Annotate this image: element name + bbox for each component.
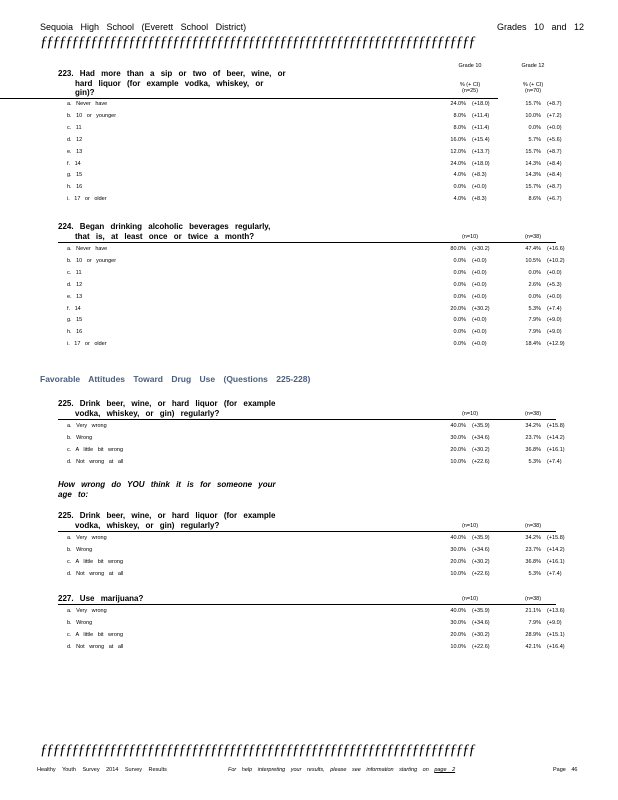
grade12-percent: 21.1%	[525, 608, 541, 614]
question-title: 223. Had more than a sip or two of beer, wine, or hard liquor (for example vodka, whiskey, or gin)?	[58, 69, 286, 97]
grade12-ci: (+16.6)	[547, 246, 565, 252]
footer-survey-name: Healthy Youth Survey 2014 Survey Results	[37, 767, 167, 773]
grade12-n: (n=38)	[524, 411, 542, 417]
grade12-percent: 5.3%	[528, 570, 541, 577]
answer-label: b. Wrong	[67, 619, 93, 626]
grade12-ci: (+15.8)	[547, 423, 565, 429]
table-row	[58, 303, 562, 315]
table-row	[58, 122, 562, 134]
grade10-ci: (+35.9)	[472, 535, 490, 541]
answer-label: a. Very wrong	[67, 608, 107, 614]
grade12-percent: 10.0%	[525, 112, 541, 119]
grade12-percent: 7.9%	[528, 317, 541, 324]
grade12-ci: (+8.4)	[547, 172, 562, 179]
table-row	[58, 255, 565, 267]
grade10-ci: (+35.9)	[472, 423, 490, 429]
grade10-ci: (+35.9)	[472, 608, 490, 614]
grade10-percent: 0.0%	[453, 293, 466, 300]
grade12-percent: 28.9%	[525, 631, 541, 638]
grade10-column-header: Grade 10 % (+ CI) (n=25)	[458, 63, 482, 94]
grade12-percent: 23.7%	[525, 434, 541, 441]
table-row	[58, 158, 562, 170]
grade10-ci: (+34.6)	[472, 434, 490, 441]
table-row	[58, 134, 562, 146]
answer-label: a. Very wrong	[67, 423, 107, 429]
page-number: Page 46	[553, 767, 578, 773]
grade12-n: (n=38)	[524, 234, 542, 240]
answer-label: a. Very wrong	[67, 535, 107, 541]
grade10-ci: (+30.2)	[472, 246, 490, 252]
grade12-n: (n=38)	[524, 596, 542, 602]
grade10-ci: (+0.0)	[472, 281, 487, 288]
grade10-percent: 10.0%	[450, 458, 466, 465]
grade12-percent: 7.9%	[528, 329, 541, 336]
grade12-percent: 15.7%	[525, 148, 541, 155]
grade12-percent: 0.0%	[528, 124, 541, 131]
grade10-percent: 8.0%	[453, 112, 466, 119]
grade10-ci: (+0.0)	[472, 341, 487, 348]
grade10-percent: 24.0%	[450, 160, 466, 167]
table-row	[58, 181, 562, 193]
grade10-ci: (+0.0)	[472, 317, 487, 324]
answer-label: i. 17 or older	[67, 196, 107, 203]
grade10-percent: 30.0%	[450, 619, 466, 626]
table-row	[58, 326, 562, 338]
grade10-ci: (+0.0)	[472, 269, 487, 276]
grade10-percent: 40.0%	[450, 423, 466, 429]
question-intro: How wrong do YOU think it is for someone your age to:	[58, 480, 276, 499]
grade10-percent: 24.0%	[450, 101, 466, 107]
grade12-ci: (+12.9)	[547, 341, 565, 348]
grade10-percent: 4.0%	[453, 196, 466, 203]
grade12-percent: 42.1%	[525, 643, 541, 650]
table-row	[58, 314, 562, 326]
answer-label: g. 15	[67, 172, 83, 179]
grade10-percent: 0.0%	[453, 269, 466, 276]
grade10-percent: 0.0%	[453, 184, 466, 191]
table-row	[58, 279, 562, 291]
grade12-ci: (+7.4)	[547, 570, 562, 577]
answer-label: a. Never have	[67, 101, 108, 107]
grades-label: Grades 10 and 12	[497, 22, 585, 32]
grade12-percent: 5.3%	[528, 305, 541, 312]
grade10-ci: (+11.4)	[472, 112, 490, 119]
grade10-ci: (+34.6)	[472, 619, 490, 626]
answer-label: e. 13	[67, 293, 83, 300]
grade10-ci: (+18.0)	[472, 160, 490, 167]
answer-label: e. 13	[67, 148, 83, 155]
grade12-percent: 14.3%	[525, 172, 541, 179]
grade12-percent: 10.5%	[525, 257, 541, 264]
grade10-percent: 20.0%	[450, 305, 466, 312]
grade12-ci: (+8.7)	[547, 148, 562, 155]
grade12-ci: (+8.7)	[547, 184, 562, 191]
grade10-ci: (+22.6)	[472, 570, 490, 577]
answer-label: a. Never have	[67, 246, 108, 252]
grade12-ci: (+0.0)	[547, 124, 562, 131]
grade10-percent: 20.0%	[450, 446, 466, 453]
grade10-percent: 0.0%	[453, 341, 466, 348]
grade12-ci: (+9.0)	[547, 619, 562, 626]
table-row	[58, 110, 562, 122]
grade12-ci: (+6.7)	[547, 196, 562, 203]
grade12-ci: (+7.4)	[547, 305, 562, 312]
answer-label: d. Not wrong at all	[67, 643, 124, 650]
grade10-n: (n=10)	[461, 234, 479, 240]
grade12-ci: (+8.4)	[547, 160, 562, 167]
answer-label: b. Wrong	[67, 434, 93, 441]
question-title: 225. Drink beer, wine, or hard liquor (for example vodka, whiskey, or gin) regularly?	[58, 511, 276, 530]
table-row	[58, 267, 562, 279]
grade12-ci: (+10.2)	[547, 257, 565, 264]
grade12-ci: (+5.6)	[547, 136, 562, 143]
grade12-percent: 34.2%	[525, 423, 541, 429]
grade10-ci: (+30.2)	[472, 558, 490, 565]
grade10-percent: 12.0%	[450, 148, 466, 155]
grade10-percent: 0.0%	[453, 329, 466, 336]
grade12-percent: 47.4%	[525, 246, 541, 252]
answer-label: d. 12	[67, 136, 83, 143]
grade10-ci: (+0.0)	[472, 257, 487, 264]
grade10-ci: (+30.2)	[472, 305, 490, 312]
grade12-ci: (+0.0)	[547, 269, 562, 276]
table-row	[58, 291, 562, 303]
grade10-percent: 40.0%	[450, 608, 466, 614]
grade12-percent: 36.8%	[525, 446, 541, 453]
answer-label: h. 16	[67, 329, 83, 336]
table-row	[58, 169, 562, 181]
grade10-percent: 0.0%	[453, 257, 466, 264]
grade10-ci: (+30.2)	[472, 631, 490, 638]
grade12-ci: (+16.1)	[547, 446, 565, 453]
grade12-percent: 0.0%	[528, 293, 541, 300]
grade10-percent: 30.0%	[450, 546, 466, 553]
grade10-ci: (+30.2)	[472, 446, 490, 453]
answer-label: b. Wrong	[67, 546, 93, 553]
grade10-percent: 40.0%	[450, 535, 466, 541]
grade12-ci: (+15.8)	[547, 535, 565, 541]
grade12-ci: (+7.2)	[547, 112, 562, 119]
grade10-ci: (+11.4)	[472, 124, 490, 131]
answer-label: g. 15	[67, 317, 83, 324]
grade10-percent: 0.0%	[453, 317, 466, 324]
table-row	[58, 98, 562, 110]
grade12-percent: 2.6%	[528, 281, 541, 288]
answer-label: i. 17 or older	[67, 341, 107, 348]
table-row	[58, 420, 565, 432]
grade10-ci: (+22.6)	[472, 458, 490, 465]
question-title: 227. Use marijuana?	[58, 594, 144, 603]
answer-label: d. Not wrong at all	[67, 570, 124, 577]
table-row	[58, 456, 562, 468]
table-row	[58, 641, 565, 653]
answer-label: c. 11	[67, 269, 82, 276]
grade12-ci: (+16.4)	[547, 643, 565, 650]
grade10-ci: (+34.6)	[472, 546, 490, 553]
answer-label: c. A little bit wrong	[67, 446, 124, 453]
grade10-percent: 80.0%	[450, 246, 466, 252]
grade10-ci: (+0.0)	[472, 293, 487, 300]
table-row	[58, 193, 562, 205]
answer-label: c. A little bit wrong	[67, 558, 124, 565]
grade12-ci: (+0.0)	[547, 293, 562, 300]
grade12-percent: 15.7%	[525, 101, 541, 107]
answer-label: d. Not wrong at all	[67, 458, 124, 465]
grade12-ci: (+14.2)	[547, 546, 565, 553]
grade10-percent: 30.0%	[450, 434, 466, 441]
grade12-ci: (+8.7)	[547, 101, 562, 107]
grade12-ci: (+9.0)	[547, 317, 562, 324]
grade12-percent: 7.9%	[528, 619, 541, 626]
grade12-ci: (+9.0)	[547, 329, 562, 336]
footer-help-text: For help interpreting your results, please see information starting on page 2	[228, 767, 456, 773]
school-name: Sequoia High School (Everett School District)	[40, 22, 247, 32]
answer-label: c. A little bit wrong	[67, 631, 124, 638]
table-row	[58, 432, 565, 444]
table-row	[58, 532, 565, 544]
grade12-percent: 18.4%	[525, 341, 541, 348]
question-title: 225. Drink beer, wine, or hard liquor (for example vodka, whiskey, or gin) regularly?	[58, 399, 276, 418]
answer-label: b. 10 or younger	[67, 257, 117, 264]
table-row	[58, 338, 565, 350]
grade10-ci: (+8.3)	[472, 196, 487, 203]
grade12-ci: (+14.2)	[547, 434, 565, 441]
grade10-percent: 8.0%	[453, 124, 466, 131]
grade10-ci: (+22.6)	[472, 643, 490, 650]
answer-label: f. 14	[67, 305, 81, 312]
grade12-percent: 14.3%	[525, 160, 541, 167]
grade10-percent: 10.0%	[450, 570, 466, 577]
grade10-ci: (+18.0)	[472, 101, 490, 107]
page-link[interactable]: page 2	[434, 767, 456, 773]
table-row	[58, 617, 562, 629]
table-row	[58, 605, 565, 617]
grade12-percent: 5.7%	[528, 136, 541, 143]
grade10-n: (n=10)	[461, 596, 479, 602]
table-row	[58, 544, 565, 556]
answer-label: f. 14	[67, 160, 81, 167]
grade10-percent: 4.0%	[453, 172, 466, 179]
grade10-n: (n=10)	[461, 523, 479, 529]
grade12-ci: (+5.3)	[547, 281, 562, 288]
grade10-ci: (+0.0)	[472, 184, 487, 191]
answer-label: c. 11	[67, 124, 82, 131]
table-row	[58, 243, 565, 255]
answer-label: h. 16	[67, 184, 83, 191]
grade12-percent: 34.2%	[525, 535, 541, 541]
grade10-ci: (+13.7)	[472, 148, 490, 155]
grade12-percent: 0.0%	[528, 269, 541, 276]
grade12-percent: 8.6%	[528, 196, 541, 203]
table-row	[58, 444, 565, 456]
section-title: Favorable Attitudes Toward Drug Use (Questions 225-228)	[40, 374, 311, 384]
grade10-percent: 20.0%	[450, 558, 466, 565]
grade12-column-header: Grade 12 % (+ CI) (n=70)	[521, 63, 545, 94]
grade10-percent: 0.0%	[453, 281, 466, 288]
grade12-ci: (+13.6)	[547, 608, 565, 614]
grade10-percent: 16.0%	[450, 136, 466, 143]
grade12-ci: (+15.1)	[547, 631, 565, 638]
question-title: 224. Began drinking alcoholic beverages regularly, that is, at least once or twice a month?	[58, 222, 271, 241]
grade12-n: (n=38)	[524, 523, 542, 529]
answer-label: b. 10 or younger	[67, 112, 117, 119]
footer-decorative-line: ƒƒƒƒƒƒƒƒƒƒƒƒƒƒƒƒƒƒƒƒƒƒƒƒƒƒƒƒƒƒƒƒƒƒƒƒƒƒƒƒƒƒƒƒƒƒƒƒƒƒƒƒƒƒƒƒƒƒƒƒƒƒƒƒƒƒƒƒƒ	[40, 742, 475, 758]
grade10-percent: 10.0%	[450, 643, 466, 650]
grade10-percent: 20.0%	[450, 631, 466, 638]
header-decorative-line: ƒƒƒƒƒƒƒƒƒƒƒƒƒƒƒƒƒƒƒƒƒƒƒƒƒƒƒƒƒƒƒƒƒƒƒƒƒƒƒƒƒƒƒƒƒƒƒƒƒƒƒƒƒƒƒƒƒƒƒƒƒƒƒƒƒƒƒƒƒ	[40, 34, 475, 50]
table-row	[58, 556, 565, 568]
grade10-ci: (+8.3)	[472, 172, 487, 179]
grade12-percent: 5.3%	[528, 458, 541, 465]
grade12-ci: (+16.1)	[547, 558, 565, 565]
grade10-ci: (+15.4)	[472, 136, 490, 143]
grade12-ci: (+7.4)	[547, 458, 562, 465]
table-row	[58, 146, 562, 158]
grade12-percent: 15.7%	[525, 184, 541, 191]
grade12-percent: 23.7%	[525, 546, 541, 553]
table-row	[58, 629, 565, 641]
grade10-ci: (+0.0)	[472, 329, 487, 336]
table-row	[58, 568, 562, 580]
grade12-percent: 36.8%	[525, 558, 541, 565]
grade10-n: (n=10)	[461, 411, 479, 417]
answer-label: d. 12	[67, 281, 83, 288]
